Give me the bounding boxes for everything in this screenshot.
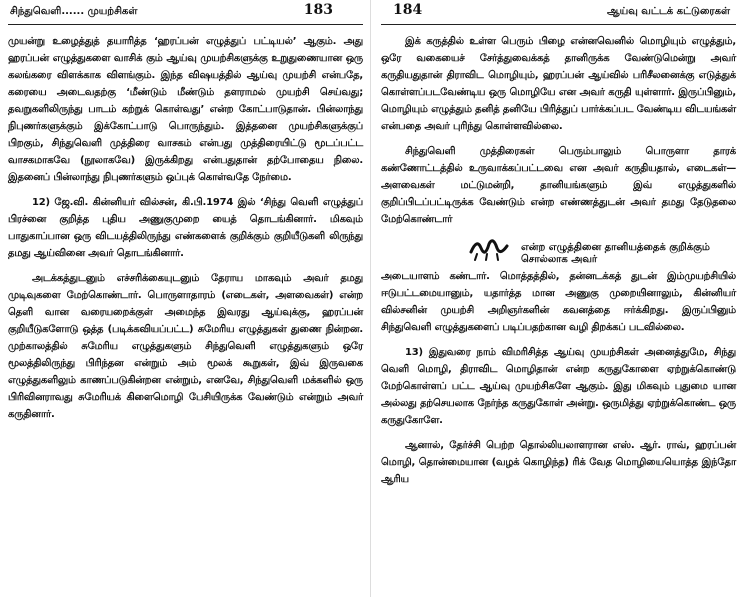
figure-caption: என்ற எழுத்தினை தானியத்தைக் குறிக்கும் சொல்லாக அவர் [521,242,710,265]
left-header-title: சிந்துவெளி...... முயற்சிகள் [10,6,138,17]
left-page-number: 183 [303,2,333,18]
right-page-number: 184 [393,2,423,18]
indus-sign-figure [381,232,736,266]
left-page-header [8,2,363,25]
right-page [371,0,742,597]
right-paragraph-2: சிந்துவெளி முத்திரைகள் பெரும்பாலும் பொருளா தாரக் கண்ணோட்டத்தில் உருவாக்கப்பட்டவை என அவர் கருதியதால், எடைகள்—அளவைகள் மட்டுமன்றி, தானியங்களும் இவ் எழுத்துகளில் குறிப்பிடப்பட்டிருக்க வேண்டும் என்ற எண்ணத்துடன் அவர் தமது தேடுதலை மேற்கொண்டார் [381,146,736,225]
indus-grain-sign-icon [467,232,511,262]
left-paragraph-1: முயன்று உழைத்துத் தயாரித்த ‘ஹரப்பன் எழுத்துப் பட்டியல்’ ஆகும். அது ஹரப்பன் எழுத்துகளை வாசிக் கும் ஆய்வு முயற்சிகளுக்கு உறுதுணையான ஒரு கலங்கரை விளக்காக விளங்கும். இந்த விஷயத்தில் ஆய்வு முயற்சி என்பதே, கரையை அடைவதற்கு ‘மீண்டும் மீண்டும் தளராமல் முயற்சி செய்வது; தவறுகளிலிருந்து பாடம் கற்றுக் கொள்வது’ என்ற கோட்பாடுதான். பின்லாந்து நிபுணர்களுக்கும் இக்கோட்பாடு பொருந்தும். இத்தனை முயற்சிகளுக்குப் பிறகும், சிந்துவெளி முத்திரை வாசகம் என்பது முத்திரையிட்டு மூடப்பட்ட வாசகமாகவே (நூலாகவே) இருக்கிறது என்பதுதான் தற்போதைய நிலை. இதனைப் பின்லாந்து நிபுணர்களும் ஒப்புக் கொள்வதே நேர்மை. [8,36,363,183]
right-header-title: ஆய்வு வட்டக் கட்டுரைகள் [607,6,730,17]
right-page-header [381,2,736,25]
right-paragraph-3: அடையாளம் கண்டார். மொத்தத்தில், தன்னடக்கத் துடன் இம்முயற்சியில் ஈடுபட்டமையானும், யதார்த்த மான அணுகு முறையினாலும், கின்னியர் வில்சனின் முயற்சி அறிஞர்களின் கவனத்தை ஈர்க்கிறது. இருப்பினும் சிந்துவெளி எழுத்துகளைப் படிப்பதற்கான வழி திறக்கப் படவில்லை. [381,271,736,333]
right-paragraph-4: 13) இதுவரை நாம் விமரிசித்த ஆய்வு முயற்சிகள் அனைத்துமே, சிந்து வெளி மொழி, திராவிட மொழிதான் என்ற கருதுகோளை ஏற்றுக்கொண்டு மேற்கொள்ளப் பட்ட ஆய்வு முயற்சிகளே ஆகும். இது மிகவும் புதுமை யான அல்லது தற்செயலாக நேர்ந்த கருதுகோள் அன்று. ஒருமித்து ஏற்றுக்கொண்ட ஒரு கருதுகோளே. [381,347,736,426]
left-paragraph-2: 12) ஜே.வி. கின்னியர் வில்சன், கி.பி.1974 இல் ‘சிந்து வெளி எழுத்துப் பிரச்னை குறித்த புதிய அணுகுமுறை யைத் தொடங்கினார். மிகவும் பாதுகாப்பான ஒரு விடயத்திலிருந்து எண்களைக் குறிக்கும் குறியீடுகளி லிருந்து தமது ஆய்வினை அவர் தொடங்கினார். [8,197,363,259]
left-paragraph-3: அடக்கத்துடனும் எச்சரிக்கையுடனும் தேராய மாகவும் அவர் தமது முடிவுகளை மேற்கொண்டார். பொருளாதாரம் (எடைகள், அளவைகள்) என்ற தெளி வான வரையறைக்குள் அமைந்த இவரது ஆய்வுக்கு, ஹரப்பன் குறியீடுகளோடு ஒத்த (படிக்கவியப்பட்ட) சுமேரிய எழுத்துகள் துணை நின்றன. முற்காலத்தில் சுமேரிய எழுத்துகளும் சிந்துவெளி எழுத்துகளும் ஒரே மூலத்திலிருந்து பிரிந்தன என்றும் அம் மூலக் கூறுகள், இவ் இருவகை எழுத்துகளிலும் காணப்படுகின்றன என்றும், எனவே, சிந்துவெளி மக்களில் ஒரு பிரிவினராவது சுமேரியக் கிளைமொழி பேசியிருக்க வேண்டும் என்றும் அவர் கருதினார். [8,273,363,420]
right-paragraph-5: ஆனால், தேர்ச்சி பெற்ற தொல்லியலாளரான எஸ். ஆர். ராவ், ஹரப்பன் மொழி, தொன்மையான (வழக் கொழிந்த) ரிக் வேத மொழியையொத்த இந்தோ ஆரிய [381,440,736,485]
right-paragraph-1: இக் கருத்தில் உள்ள பெரும் பிழை என்னவெனில் மொழியும் எழுத்தும், ஒரே வகையைச் சேர்த்துவைக்கத் தானிருக்க வேண்டுமென்று அவர் கருதியதுதான் திராவிட மொழியும், ஹரப்பன் ஆய்வில் பரிசீலனைக்கு எடுத்துக் கொள்ளப்படவேண்டிய ஒரு மொழியே என அவர் கருதி யுள்ளார். இருப்பினும், மொழியும் எழுத்தும் தனித் தனியே பிரித்துப் பார்க்கப்பட வேண்டிய விடயங்கள் என்பதை அவர் புரிந்து கொள்ளவில்லை. [381,36,736,132]
